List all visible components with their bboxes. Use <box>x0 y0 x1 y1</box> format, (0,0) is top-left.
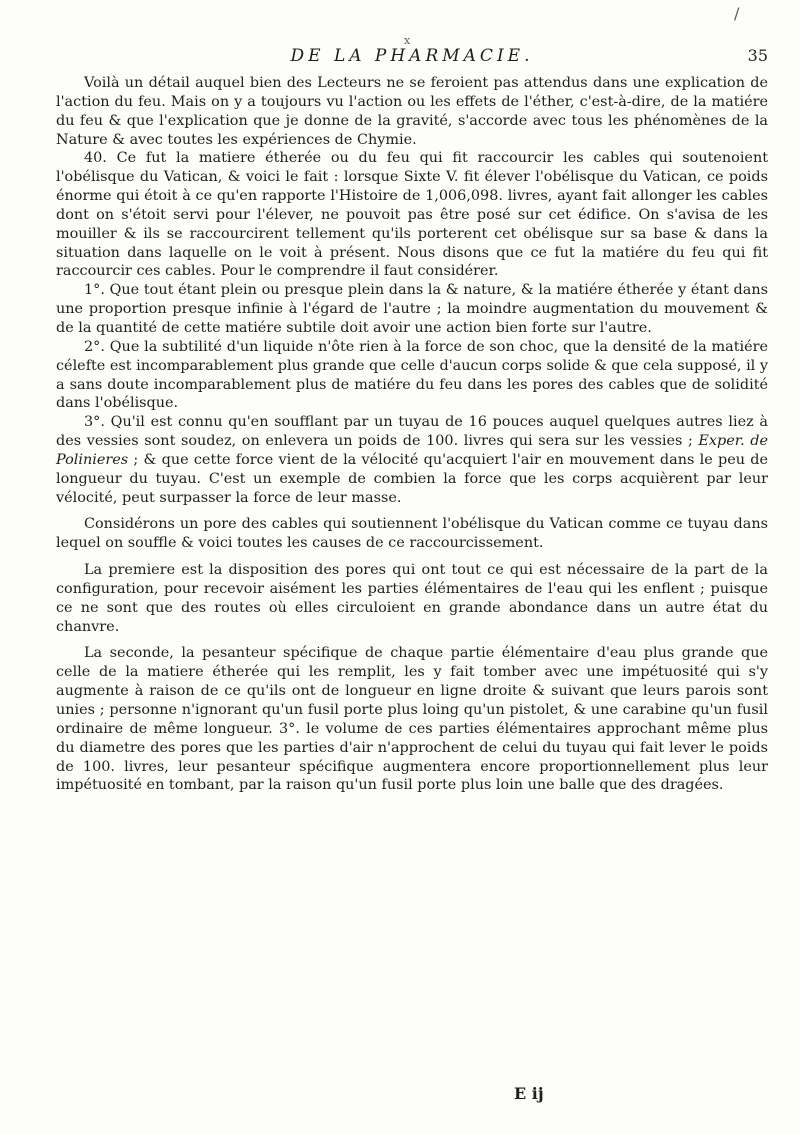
corner-mark: / <box>734 4 740 23</box>
paragraph-premiere: La premiere est la disposition des pores qui ont tout ce qui est nécessaire de la part de la configuration, pour recevoir aisément les parties élémentaires de l'eau qui les enflent ; puisque ce ne sont que des routes où elles circuloient en grande abondance dans un autre état du chanvre. <box>56 562 768 635</box>
paragraph-pore: Considérons un pore des cables qui soutiennent l'obélisque du Vatican comme ce tuyau dans lequel on souffle & voici toutes les causes de ce raccourcissement. <box>56 516 768 552</box>
paragraph-seconde: La seconde, la pesanteur spécifique de chaque partie élémentaire d'eau plus grande que celle de la matiere étherée qui les remplit, les y fait tomber avec une impétuosité qui s'y augmente à raison de ce qu'ils ont de longueur en ligne droite & suivant que leurs parois sont unies ; personne n'ignorant qu'un fusil porte plus loing qu'un pistolet, & une carabine qu'un fusil ordinaire de même longueur. 3°. le volume de ces parties élémentaires approchant même plus du diametre des pores que les parties d'air n'approchent de celui du tuyau qui fait lever le poids de 100. livres, leur pesanteur spécifique augmentera encore proportionnellement plus leur impétuosité en tombant, par la raison qu'un fusil porte plus loin une balle que des dragées. <box>56 645 768 794</box>
paragraph-voila: Voilà un détail auquel bien des Lecteurs ne se feroient pas attendus dans une explication de l'action du feu. Mais on y a toujours vu l'action ou les effets de l'éther, c'est-à-dire, de la matiére du feu & que l'explication que je donne de la gravité, s'accorde avec tous les phénomènes de la Nature & avec toutes les expériences de Chymie. <box>56 75 768 148</box>
paragraph-obelisque: 40. Ce fut la matiere étherée ou du feu qui fit raccourcir les cables qui soutenoient l'obélisque du Vatican, & voici le fait : lorsque Sixte V. fit élever l'obélisque du Vatican, ce poids énorme qui étoit à ce qu'en rapporte l'Histoire de 1,006,098. livres, ayant fait allonger les cables dont on s'étoit servi pour l'élever, ne pouvoit pas être posé sur cet édifice. On s'avisa de les mouiller & ils se raccourcirent tellement qu'ils porterent cet obélisque sur sa base & dans la situation dans laquelle on le voit à présent. Nous disons que ce fut la matiére du feu qui fit raccourcir ces cables. Pour le comprendre il faut considérer. <box>56 150 768 280</box>
page-header <box>56 46 768 72</box>
signature-mark: E ij <box>514 1084 544 1103</box>
running-title: DE LA PHARMACIE. <box>290 46 534 66</box>
main-text <box>56 74 768 795</box>
paragraph-point-3-end: ; & que cette force vient de la vélocité qu'acquiert l'air en mouvement dans le peu de longueur du tuyau. C'est un exemple de combien la force que les corps acquièrent par leur vélocité, peut surpasser la force de leur masse. <box>56 451 768 506</box>
paragraph-point-1: 1°. Que tout étant plein ou presque plein dans la & nature, & la matiére étherée y étant dans une proportion presque infinie à l'égard de l'autre ; la moindre augmentation du mouvement & de la quantité de cette matiére subtile doit avoir une action bien forte sur l'autre. <box>56 282 768 336</box>
paragraph-point-2: 2°. Que la subtilité d'un liquide n'ôte rien à la force de son choc, que la densité de la matiére célefte est incomparablement plus grande que celle d'aucun corps solide & que cela supposé, il y a sans doute incomparablement plus de matiére du feu dans les pores des cables que de solidité dans l'obélisque. <box>56 338 768 412</box>
paragraph-point-3 <box>56 413 768 507</box>
page-number: 35 <box>747 46 768 65</box>
citation-polinieres: Exper. de Polinieres <box>56 433 768 468</box>
small-mark: x <box>404 34 411 47</box>
paragraph-point-3-start: 3°. Qu'il est connu qu'en soufflant par un tuyau de 16 pouces auquel quelques autres liez à des vessies sont soudez, on enlevera un poids de 100. livres qui sera sur les vessies ; <box>56 414 768 450</box>
